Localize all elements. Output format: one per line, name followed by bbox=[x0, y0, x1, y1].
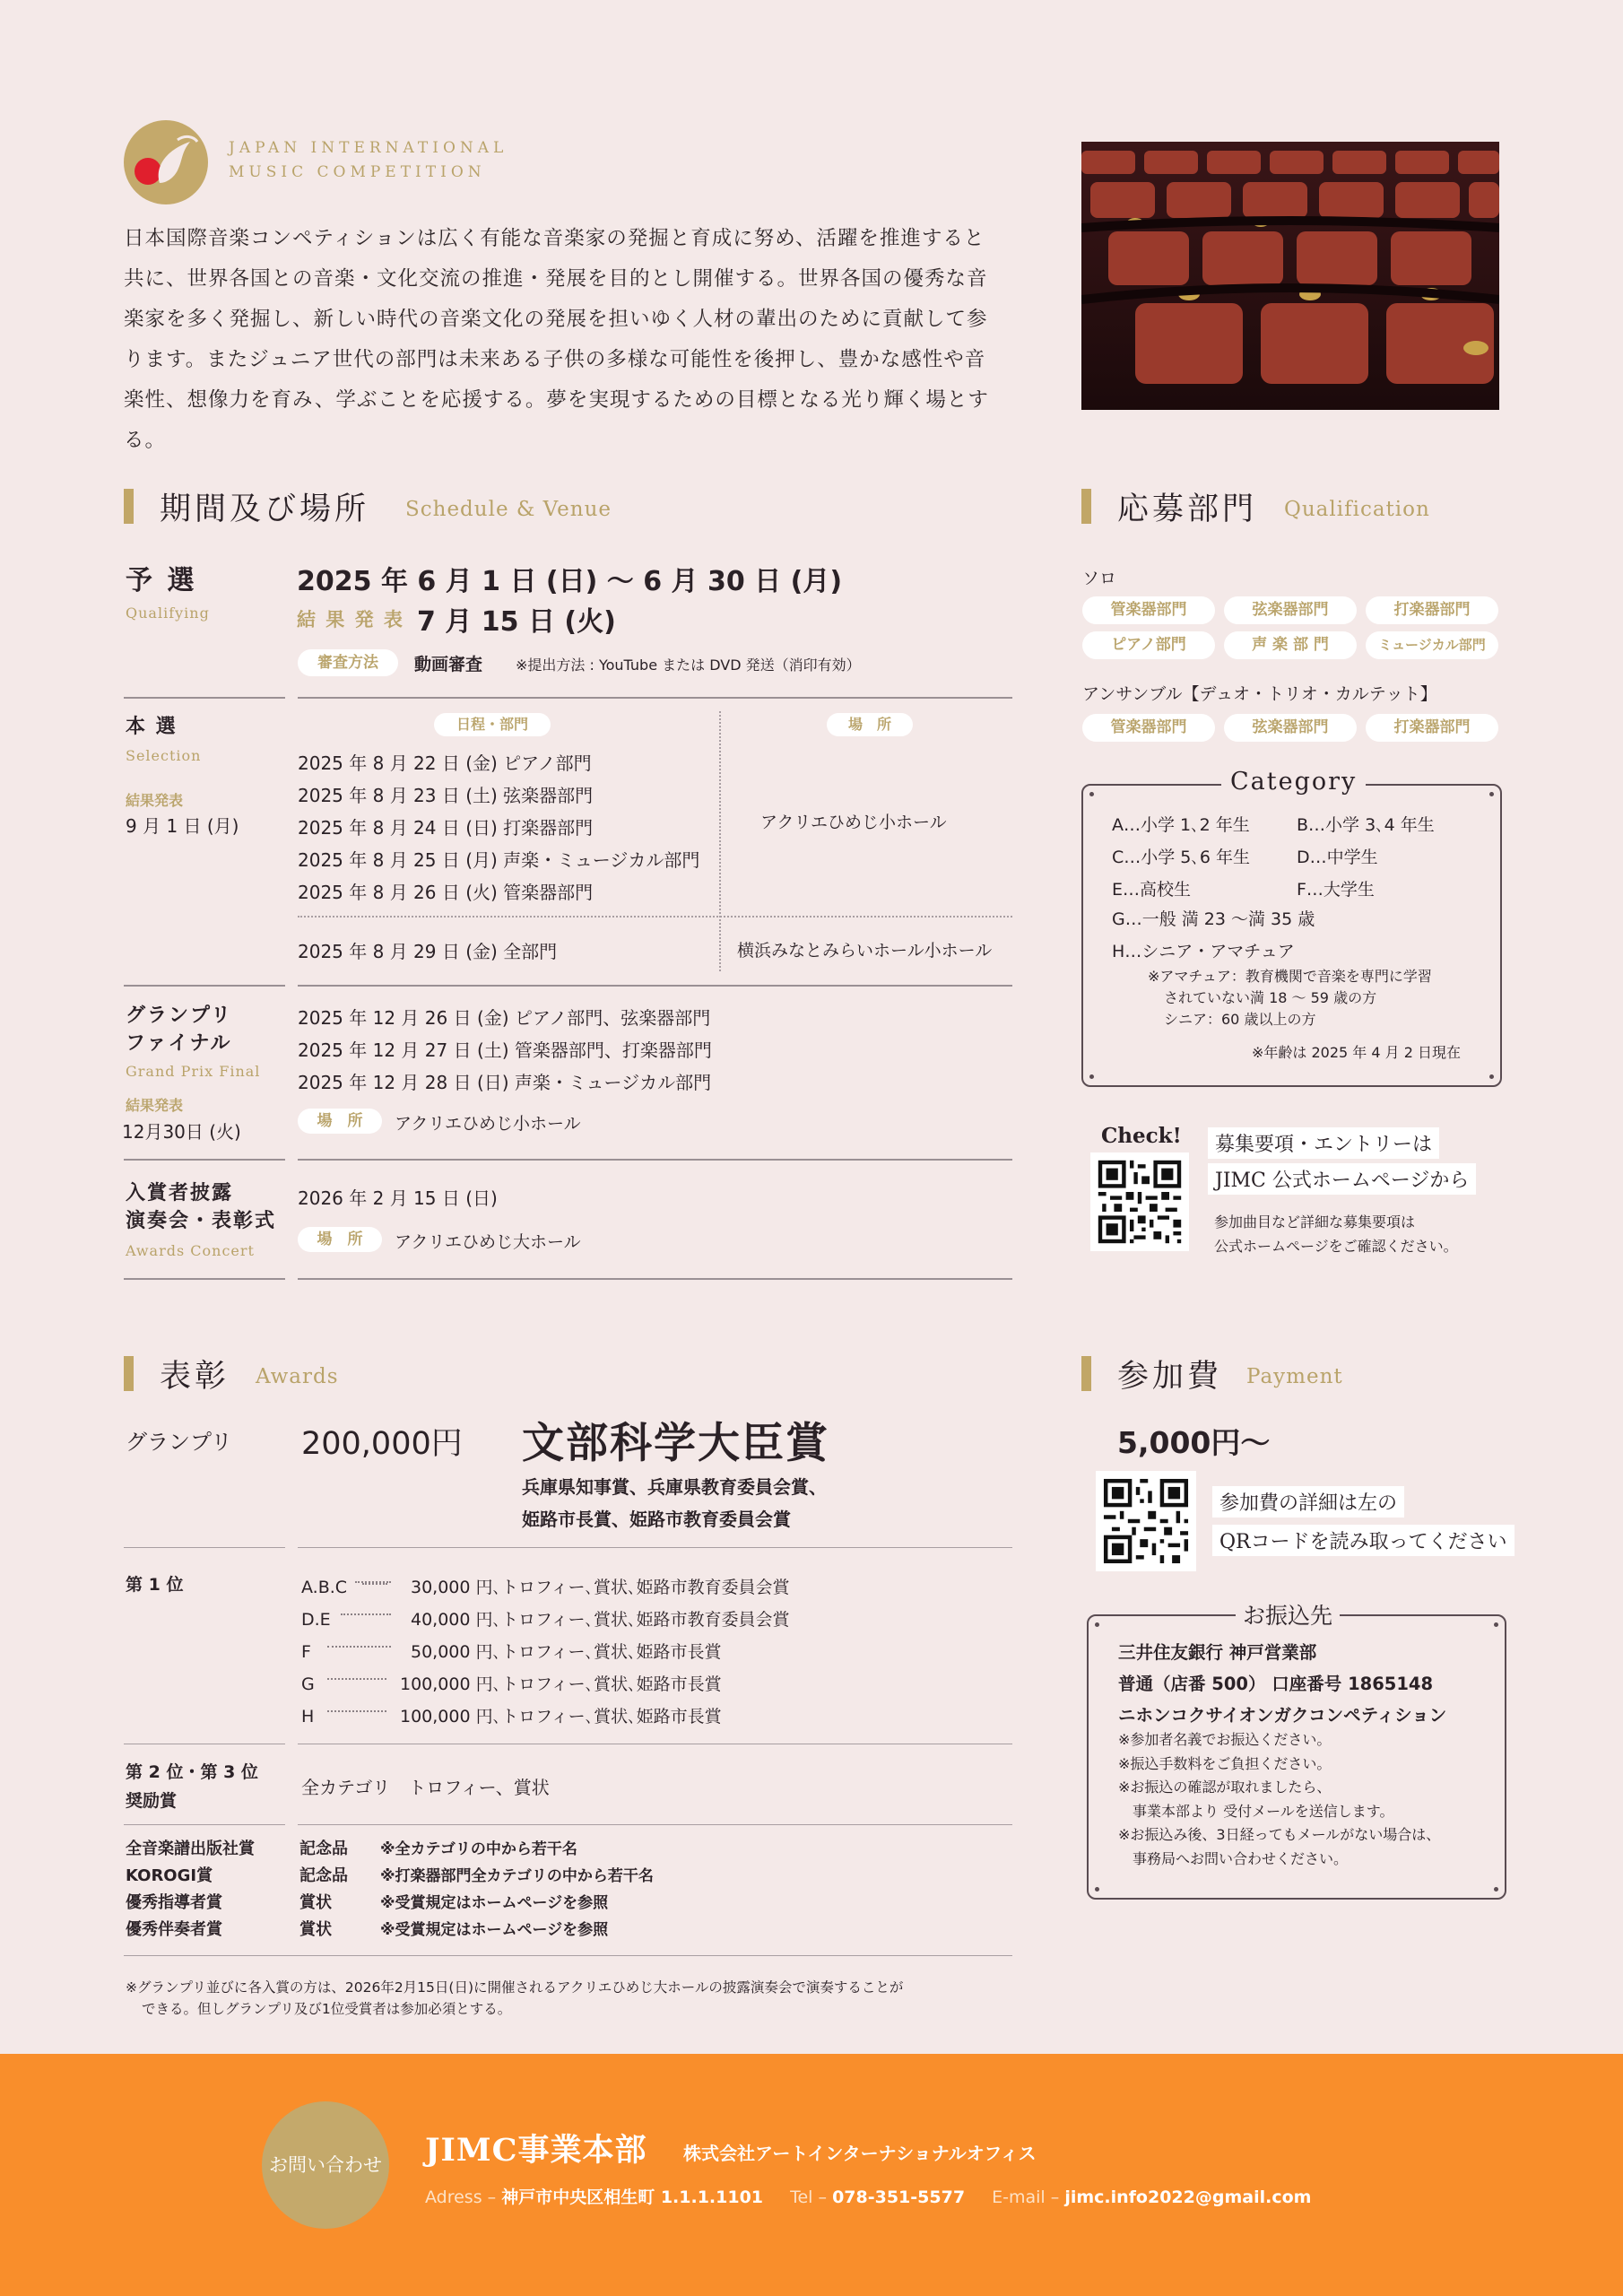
method-note: ※提出方法 : YouTube または DVD 発送（消印有効） bbox=[516, 657, 861, 674]
divider bbox=[298, 1547, 1012, 1548]
corner-dot bbox=[1494, 1887, 1498, 1892]
selection-rows bbox=[298, 747, 699, 909]
corner-dot bbox=[1095, 1887, 1099, 1892]
leader-dots bbox=[341, 1613, 391, 1615]
address-label: Adress bbox=[425, 2187, 482, 2207]
qualification-heading-en: Qualification bbox=[1284, 498, 1430, 521]
intro-line: 日本国際音楽コンペティションは広く有能な音楽家の発掘と育成に努め、活躍を推進すると bbox=[124, 227, 985, 250]
entry-qr-code[interactable] bbox=[1090, 1152, 1189, 1251]
category-item: D…中学生 bbox=[1297, 848, 1378, 867]
corner-dot bbox=[1489, 1074, 1494, 1079]
category-col-right bbox=[1297, 809, 1435, 906]
final-venue-pill: 場 所 bbox=[298, 1109, 382, 1134]
schedule-heading-en: Schedule & Venue bbox=[405, 498, 612, 521]
special-award-name: KOROGI賞 bbox=[126, 1866, 213, 1885]
bank-line: 普通（店番 500） 口座番号 1865148 bbox=[1118, 1674, 1434, 1694]
second-place-label bbox=[126, 1758, 258, 1815]
selection-venue-2: 横浜みなとみらいホール小ホール bbox=[737, 941, 993, 961]
method-text: 動画審査 bbox=[414, 655, 483, 674]
bank-note: 事業本部より 受付メールを送信します。 bbox=[1118, 1802, 1394, 1820]
category-item: H…シニア・アマチュア bbox=[1112, 942, 1295, 961]
selection-label: 本 選 bbox=[126, 716, 178, 738]
intro-line: 楽家を多く発掘し、新しい時代の音楽文化の発展を担いゆく人材の輩出のために貢献して参 bbox=[124, 308, 988, 331]
concert-hall-seats-photo bbox=[1081, 142, 1499, 410]
final-row: 2025 年 12 月 27 日 (土) 管楽器部門、打楽器部門 bbox=[298, 1039, 712, 1061]
divider bbox=[124, 1955, 1012, 1956]
section-bar bbox=[1081, 489, 1091, 524]
amateur-note bbox=[1148, 966, 1432, 1031]
email-label: E-mail bbox=[992, 2187, 1046, 2207]
bank-note: 事務局へお問い合わせください。 bbox=[1118, 1849, 1349, 1867]
qualifying-result-label: 結 果 発 表 bbox=[297, 609, 404, 631]
first-place-cat: D.E bbox=[301, 1610, 331, 1630]
corner-dot bbox=[1089, 1074, 1094, 1079]
check-line-2: JIMC 公式ホームページから bbox=[1208, 1163, 1476, 1195]
first-place-cat: A.B.C bbox=[301, 1578, 348, 1597]
category-item: F…大学生 bbox=[1297, 880, 1375, 900]
intro-line: ります。またジュニア世代の部門は未来ある子供の多様な可能性を後押し、豊かな感性や音 bbox=[124, 348, 986, 371]
bird-logo-icon bbox=[151, 133, 199, 190]
note-line: されていない満 18 〜 59 歳の方 bbox=[1164, 989, 1377, 1006]
selection-result-label: 結果発表 bbox=[126, 792, 184, 809]
selection-row: 2025 年 8 月 23 日 (土) 弦楽器部門 bbox=[298, 785, 594, 806]
divider bbox=[124, 1824, 285, 1825]
dates-column-pill: 日程・部門 bbox=[434, 713, 551, 736]
selection-venue-1: アクリエひめじ小ホール bbox=[760, 813, 947, 832]
divider bbox=[124, 1547, 285, 1548]
grand-prix-subawards bbox=[522, 1471, 827, 1535]
first-place-texts bbox=[400, 1571, 790, 1733]
final-label-line: ファイナル bbox=[126, 1032, 232, 1055]
divider bbox=[298, 1278, 1012, 1280]
second-place-label-line: 第 2 位・第 3 位 bbox=[126, 1762, 258, 1782]
final-result-label: 結果発表 bbox=[126, 1097, 184, 1114]
concert-label-line: 演奏会・表彰式 bbox=[126, 1210, 277, 1232]
section-bar bbox=[124, 489, 134, 524]
footer-org: JIMC事業本部 bbox=[425, 2132, 647, 2169]
bank-note: ※お振込み後、3日経ってもメールがない場合は、 bbox=[1118, 1826, 1441, 1843]
final-row: 2025 年 12 月 26 日 (金) ピアノ部門、弦楽器部門 bbox=[298, 1007, 711, 1029]
venue-column-pill: 場 所 bbox=[827, 713, 913, 736]
second-place-text: 全カテゴリ トロフィー、賞状 bbox=[301, 1777, 550, 1798]
solo-label: ソロ bbox=[1082, 569, 1117, 588]
payment-amount: 5,000円〜 bbox=[1117, 1425, 1271, 1460]
intro-line: 共に、世界各国との音楽・文化交流の推進・発展を目的とし開催する。世界各国の優秀な音 bbox=[124, 267, 988, 291]
special-award-notes bbox=[380, 1836, 654, 1944]
concert-label-line: 入賞者披露 bbox=[126, 1182, 234, 1205]
category-item: G…一般 満 23 〜満 35 歳 bbox=[1112, 909, 1315, 929]
qualification-pill: 打楽器部門 bbox=[1366, 714, 1498, 742]
divider bbox=[298, 985, 1012, 987]
selection-row-extra: 2025 年 8 月 29 日 (金) 全部門 bbox=[298, 941, 558, 962]
payment-qr-code[interactable] bbox=[1096, 1471, 1196, 1571]
check-line-1: 募集要項・エントリーは bbox=[1208, 1127, 1439, 1159]
leader-dots bbox=[327, 1710, 386, 1712]
qualification-pill: 声 楽 部 門 bbox=[1224, 631, 1357, 659]
qr-code-icon bbox=[1096, 1471, 1196, 1571]
address-value: 神戸市中央区相生町 1.1.1.1101 bbox=[501, 2187, 764, 2207]
concert-date: 2026 年 2 月 15 日 (日) bbox=[298, 1187, 498, 1209]
special-award-type: 賞状 bbox=[299, 1920, 332, 1939]
category-title: Category bbox=[1221, 768, 1366, 796]
qualification-pill: 管楽器部門 bbox=[1082, 714, 1215, 742]
concert-label bbox=[126, 1179, 276, 1235]
bank-details bbox=[1118, 1637, 1446, 1731]
category-item: E…高校生 bbox=[1112, 880, 1192, 900]
corner-dot bbox=[1095, 1622, 1099, 1627]
qualification-pill: ミュージカル部門 bbox=[1366, 631, 1498, 659]
bank-notes bbox=[1118, 1728, 1440, 1871]
qualifying-result-date: 7 月 15 日 (火) bbox=[417, 606, 616, 638]
special-award-type: 賞状 bbox=[299, 1893, 332, 1912]
category-item: C…小学 5､6 年生 bbox=[1112, 848, 1251, 867]
intro-line: 楽性、想像力を育み、学ぶことを応援する。夢を実現するための目標となる光り輝く場とする。 bbox=[124, 388, 989, 452]
bank-title: お振込先 bbox=[1236, 1598, 1340, 1631]
tel-value[interactable]: 078-351-5577 bbox=[832, 2187, 966, 2207]
qualification-pill: 弦楽器部門 bbox=[1224, 714, 1357, 742]
footer-company: 株式会社アートインターナショナルオフィス bbox=[683, 2143, 1037, 2164]
final-label-line: グランプリ bbox=[126, 1004, 233, 1027]
logo-line-1: JAPAN INTERNATIONAL bbox=[229, 139, 508, 157]
final-result-date: 12月30日 (火) bbox=[122, 1121, 241, 1143]
awards-heading: 表彰 bbox=[160, 1359, 230, 1395]
divider bbox=[298, 1159, 1012, 1161]
first-place-cats bbox=[301, 1571, 347, 1733]
dotted-divider bbox=[719, 711, 721, 971]
footer-contact-line: Adress – 神戸市中央区相生町 1.1.1.1101 Tel – 078-351-5577 E-mail – jimc.info2022@gmail.com bbox=[425, 2187, 1312, 2207]
leader-dots bbox=[327, 1646, 391, 1648]
dotted-divider bbox=[298, 916, 1012, 918]
grand-prix-amount: 200,000円 bbox=[301, 1426, 463, 1462]
category-item: A…小学 1､2 年生 bbox=[1112, 815, 1250, 835]
qualifying-date: 2025 年 6 月 1 日 (日) 〜 6 月 30 日 (月) bbox=[297, 566, 843, 597]
check-sub-line: 参加曲目など詳細な募集要項は bbox=[1214, 1213, 1416, 1231]
category-col-left bbox=[1112, 809, 1250, 906]
schedule-heading: 期間及び場所 bbox=[160, 491, 370, 527]
payment-heading-en: Payment bbox=[1246, 1365, 1343, 1388]
selection-label-en: Selection bbox=[126, 747, 202, 764]
qualification-pill: ピアノ部門 bbox=[1082, 631, 1215, 659]
special-award-name: 優秀指導者賞 bbox=[126, 1893, 222, 1912]
special-award-note: ※受賞規定はホームページを参照 bbox=[380, 1921, 609, 1939]
special-award-type: 記念品 bbox=[299, 1866, 348, 1885]
footnote-line: ※グランプリ並びに各入賞の方は、2026年2月15日(日)に開催されるアクリエひめじ大ホールの披露演奏会で演奏することが bbox=[126, 1979, 904, 1996]
bank-line: 三井住友銀行 神戸営業部 bbox=[1118, 1642, 1317, 1663]
grand-prix-sub-line: 兵庫県知事賞、兵庫県教育委員会賞、 bbox=[522, 1476, 827, 1498]
final-label-en: Grand Prix Final bbox=[126, 1063, 261, 1080]
payment-qr-line-1: 参加費の詳細は左の bbox=[1212, 1486, 1404, 1518]
footnote-line: できる。但しグランプリ及び1位受賞者は参加必須とする。 bbox=[142, 2001, 512, 2017]
divider bbox=[124, 1159, 285, 1161]
divider bbox=[124, 1278, 285, 1280]
qualification-pill: 打楽器部門 bbox=[1366, 596, 1498, 624]
final-rows bbox=[298, 1002, 712, 1099]
payment-heading: 参加費 bbox=[1117, 1359, 1223, 1395]
corner-dot bbox=[1089, 792, 1094, 796]
second-place-label-line: 奨励賞 bbox=[126, 1791, 178, 1811]
first-place-cat: G bbox=[301, 1674, 315, 1694]
qualifying-label-en: Qualifying bbox=[126, 604, 210, 622]
contact-circle: お問い合わせ bbox=[262, 2101, 389, 2229]
selection-row: 2025 年 8 月 24 日 (日) 打楽器部門 bbox=[298, 817, 594, 839]
intro-paragraph bbox=[124, 219, 1020, 461]
email-link[interactable]: jimc.info2022@gmail.com bbox=[1064, 2187, 1312, 2207]
special-award-names bbox=[126, 1836, 255, 1944]
check-sub-line: 公式ホームページをご確認ください。 bbox=[1214, 1238, 1458, 1255]
special-award-type: 記念品 bbox=[299, 1839, 348, 1858]
grand-prix-title: 文部科学大臣賞 bbox=[522, 1419, 829, 1468]
first-place-label: 第 1 位 bbox=[126, 1575, 184, 1595]
special-award-types bbox=[299, 1836, 348, 1944]
divider bbox=[298, 697, 1012, 699]
leader-dots bbox=[327, 1678, 386, 1680]
divider bbox=[298, 1824, 1012, 1825]
age-note: ※年齢は 2025 年 4 月 2 日現在 bbox=[1252, 1044, 1462, 1061]
check-subtext bbox=[1214, 1210, 1458, 1258]
bank-note: ※振込手数料をご負担ください。 bbox=[1118, 1754, 1332, 1772]
special-award-name: 全音楽譜出版社賞 bbox=[126, 1839, 255, 1858]
qualifying-label: 予 選 bbox=[126, 565, 197, 596]
final-label bbox=[126, 1002, 232, 1057]
qualification-pill: 管楽器部門 bbox=[1082, 596, 1215, 624]
method-pill: 審査方法 bbox=[298, 649, 398, 676]
logo-emblem bbox=[124, 120, 208, 204]
divider bbox=[124, 985, 285, 987]
note-line: ※アマチュア：教育機関で音楽を専門に学習 bbox=[1148, 968, 1432, 985]
concert-venue: アクリエひめじ大ホール bbox=[395, 1232, 581, 1252]
special-award-note: ※受賞規定はホームページを参照 bbox=[380, 1894, 609, 1912]
tel-label: Tel bbox=[790, 2187, 813, 2207]
bank-line: ニホンコクサイオンガクコンペティション bbox=[1118, 1705, 1447, 1726]
first-place-cat: F bbox=[301, 1642, 311, 1662]
check-label: Check! bbox=[1101, 1124, 1182, 1148]
awards-heading-en: Awards bbox=[256, 1365, 339, 1388]
concert-label-en: Awards Concert bbox=[126, 1242, 255, 1259]
section-bar bbox=[124, 1356, 134, 1391]
payment-qr-line-2: QRコードを読み取ってください bbox=[1212, 1525, 1515, 1556]
first-place-cat: H bbox=[301, 1707, 315, 1726]
logo-text bbox=[229, 136, 508, 185]
seats-illustration bbox=[1081, 142, 1499, 410]
footer bbox=[0, 2054, 1623, 2296]
leader-lines bbox=[362, 1583, 389, 1615]
selection-result-date: 9 月 1 日 (月) bbox=[126, 815, 239, 837]
note-line: シニア：60 歳以上の方 bbox=[1164, 1011, 1316, 1028]
selection-row: 2025 年 8 月 25 日 (月) 声楽・ミュージカル部門 bbox=[298, 849, 700, 871]
awards-footnote bbox=[126, 1977, 903, 2020]
qualification-pill: 弦楽器部門 bbox=[1224, 596, 1357, 624]
category-item: B…小学 3､4 年生 bbox=[1297, 815, 1435, 835]
first-place-text: 40,000 円､トロフィー､賞状､姫路市教育委員会賞 bbox=[411, 1610, 790, 1630]
qualification-heading: 応募部門 bbox=[1117, 491, 1258, 527]
bank-note: ※参加者名義でお振込ください。 bbox=[1118, 1731, 1332, 1748]
leader-dots bbox=[355, 1581, 391, 1583]
first-place-text: 100,000 円､トロフィー､賞状､姫路市長賞 bbox=[400, 1674, 722, 1694]
final-row: 2025 年 12 月 28 日 (日) 声楽・ミュージカル部門 bbox=[298, 1072, 712, 1093]
corner-dot bbox=[1489, 792, 1494, 796]
grand-prix-label: グランプリ bbox=[126, 1430, 233, 1455]
first-place-text: 30,000 円､トロフィー､賞状､姫路市教育委員会賞 bbox=[411, 1578, 790, 1597]
selection-row: 2025 年 8 月 26 日 (火) 管楽器部門 bbox=[298, 882, 594, 903]
concert-venue-pill: 場 所 bbox=[298, 1227, 382, 1252]
special-award-note: ※打楽器部門全カテゴリの中から若干名 bbox=[380, 1867, 654, 1885]
logo-line-2: MUSIC COMPETITION bbox=[229, 163, 486, 181]
first-place-text: 100,000 円､トロフィー､賞状､姫路市長賞 bbox=[400, 1707, 722, 1726]
grand-prix-sub-line: 姫路市長賞、姫路市教育委員会賞 bbox=[522, 1509, 791, 1530]
qr-code-icon bbox=[1090, 1152, 1189, 1251]
final-venue: アクリエひめじ小ホール bbox=[395, 1114, 581, 1134]
section-bar bbox=[1081, 1356, 1091, 1391]
special-award-name: 優秀伴奏者賞 bbox=[126, 1920, 222, 1939]
ensemble-label: アンサンブル【デュオ・トリオ・カルテット】 bbox=[1082, 684, 1437, 704]
corner-dot bbox=[1494, 1622, 1498, 1627]
first-place-text: 50,000 円､トロフィー､賞状､姫路市長賞 bbox=[411, 1642, 722, 1662]
selection-row: 2025 年 8 月 22 日 (金) ピアノ部門 bbox=[298, 752, 592, 774]
divider bbox=[124, 697, 285, 699]
special-award-note: ※全カテゴリの中から若干名 bbox=[380, 1840, 577, 1858]
bank-note: ※お振込の確認が取れましたら、 bbox=[1118, 1779, 1332, 1796]
